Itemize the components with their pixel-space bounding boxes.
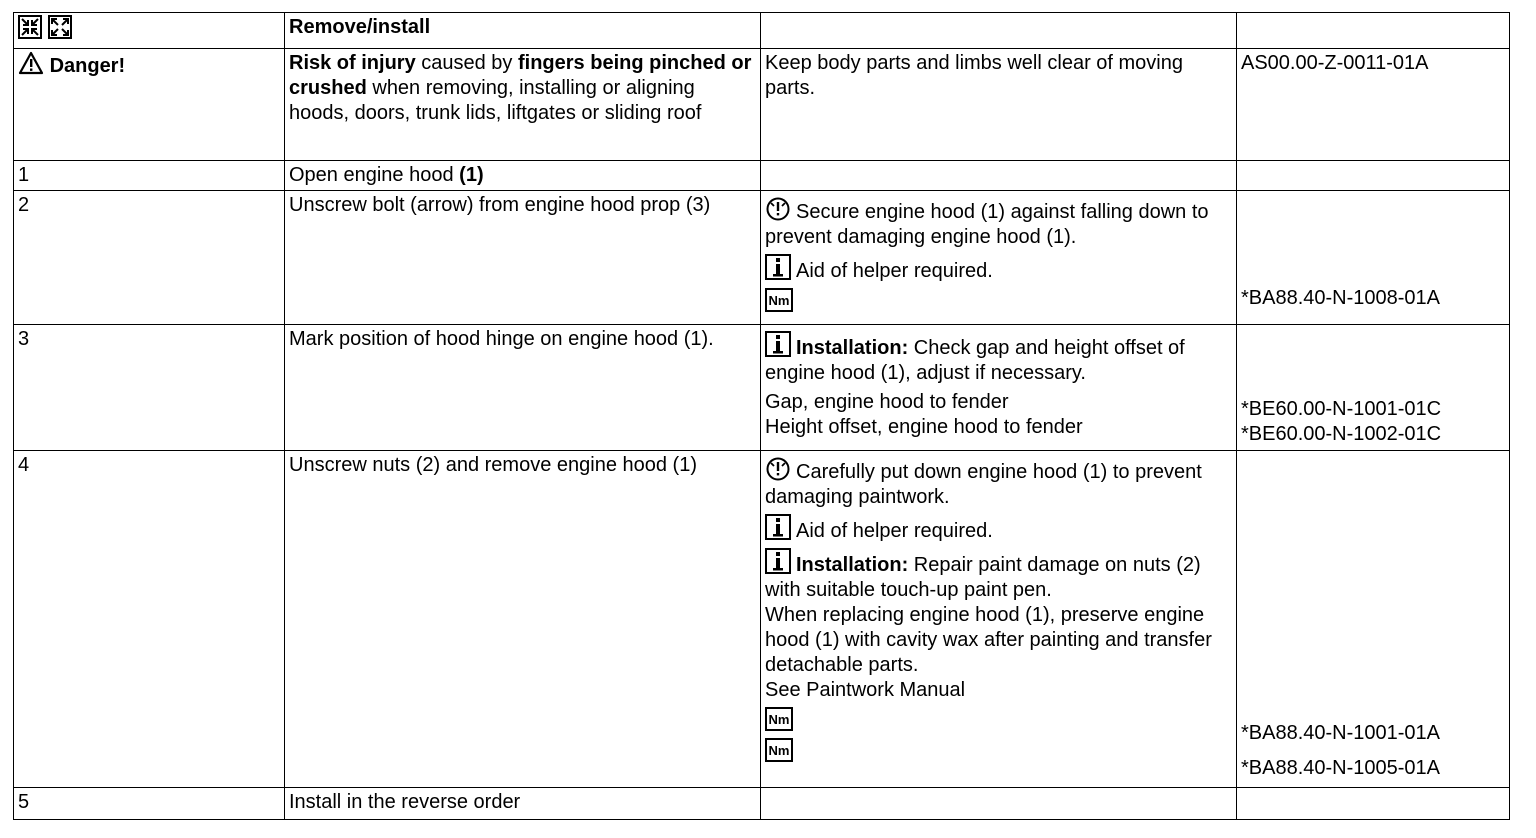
replacement-note: When replacing engine hood (1), preserve engine hood (1) with cavity wax after painting and transfer detachable parts.: [765, 604, 1212, 676]
caution-circle-icon: [765, 197, 791, 221]
step-number: 2: [14, 191, 285, 325]
step-notes: [761, 325, 1237, 451]
torque-nm-icon: [765, 738, 793, 762]
step-number: 1: [14, 161, 285, 191]
step-notes: [761, 161, 1237, 191]
danger-label: Danger!: [49, 55, 126, 77]
step-refs: [1237, 161, 1510, 191]
header-empty-4: [1237, 13, 1510, 49]
danger-row: [14, 49, 1510, 161]
step-refs: *BA88.40-N-1008-01A: [1237, 191, 1510, 325]
step-notes: [761, 788, 1237, 820]
step-action: Mark position of hood hinge on engine hood (1).: [285, 325, 761, 451]
header-icons-cell: [14, 13, 285, 49]
torque-nm-icon: [765, 707, 793, 731]
step-row: [14, 191, 1510, 325]
install-icon: [48, 15, 72, 39]
step-action: Unscrew bolt (arrow) from engine hood prop (3): [285, 191, 761, 325]
step-row: [14, 325, 1510, 451]
torque-note: [765, 738, 1232, 765]
installation-note: Installation: Repair paint damage on nuts (2) with suitable touch-up paint pen.: [765, 548, 1232, 603]
danger-measure-cell: Keep body parts and limbs well clear of moving parts.: [761, 49, 1237, 161]
svg-text:Nm: Nm: [768, 712, 790, 727]
info-note: Aid of helper required.: [765, 254, 1232, 284]
procedure-table: [13, 12, 1510, 820]
step-refs: [1237, 788, 1510, 820]
step-row: [14, 161, 1510, 191]
step-refs: *BA88.40-N-1001-01A *BA88.40-N-1005-01A: [1237, 451, 1510, 788]
step-notes: [761, 451, 1237, 788]
caution-note: Carefully put down engine hood (1) to prevent damaging paintwork.: [765, 457, 1232, 510]
danger-cell: [14, 49, 285, 161]
danger-ref-cell: AS00.00-Z-0011-01A: [1237, 49, 1510, 161]
header-empty-3: [761, 13, 1237, 49]
step-action: Install in the reverse order: [285, 788, 761, 820]
torque-note: [765, 288, 1232, 315]
svg-text:Nm: Nm: [768, 293, 790, 308]
info-icon: [765, 254, 791, 280]
torque-nm-icon: [765, 288, 793, 312]
info-icon: [765, 331, 791, 357]
step-number: 5: [14, 788, 285, 820]
header-title: Remove/install: [285, 13, 761, 49]
svg-text:Nm: Nm: [768, 743, 790, 758]
warning-triangle-icon: [18, 51, 44, 75]
paintwork-reference: See Paintwork Manual: [765, 679, 966, 701]
header-row: [14, 13, 1510, 49]
check-height-offset: Height offset, engine hood to fender: [765, 416, 1083, 438]
step-number: 3: [14, 325, 285, 451]
info-note: Aid of helper required.: [765, 514, 1232, 544]
step-number: 4: [14, 451, 285, 788]
remove-icon: [18, 15, 42, 39]
info-icon: [765, 514, 791, 540]
step-row: [14, 788, 1510, 820]
torque-note: [765, 707, 1232, 734]
step-action: Unscrew nuts (2) and remove engine hood (1): [285, 451, 761, 788]
step-notes: [761, 191, 1237, 325]
caution-circle-icon: [765, 457, 791, 481]
caution-note: Secure engine hood (1) against falling down to prevent damaging engine hood (1).: [765, 197, 1232, 250]
danger-risk-cell: Risk of injury caused by fingers being pinched or crushed when removing, installing or aligning hoods, doors, trunk lids, liftgates or sliding roof: [285, 49, 761, 161]
installation-note: Installation: Check gap and height offset of engine hood (1), adjust if necessary.: [765, 331, 1232, 386]
step-row: [14, 451, 1510, 788]
step-action: Open engine hood (1): [285, 161, 761, 191]
info-icon: [765, 548, 791, 574]
check-gap: Gap, engine hood to fender: [765, 391, 1009, 413]
step-refs: *BE60.00-N-1001-01C *BE60.00-N-1002-01C: [1237, 325, 1510, 451]
